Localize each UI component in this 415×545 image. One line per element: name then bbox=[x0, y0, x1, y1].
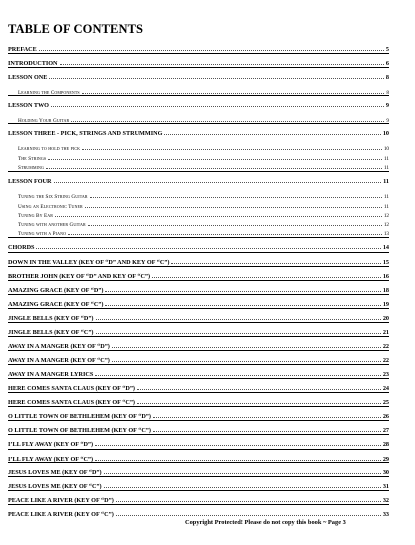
toc-entry-label: JESUS LOVES ME (KEY OF “D”) bbox=[8, 468, 102, 476]
dot-leader bbox=[153, 431, 381, 432]
section-divider bbox=[8, 123, 389, 124]
toc-entry-label: AWAY IN A MANGER (KEY OF “C”) bbox=[8, 356, 110, 364]
toc-entry[interactable] bbox=[8, 423, 389, 434]
toc-entry[interactable] bbox=[8, 493, 389, 504]
toc-page-number: 31 bbox=[382, 482, 389, 490]
toc-entry[interactable] bbox=[8, 283, 389, 294]
dot-leader bbox=[95, 460, 381, 461]
toc-entry-label: JINGLE BELLS (KEY OF “D”) bbox=[8, 314, 94, 322]
toc-page-number: 23 bbox=[382, 370, 389, 378]
section-divider bbox=[8, 449, 389, 450]
toc-entry-label: DOWN IN THE VALLEY (KEY OF “D” AND KEY OF “C”) bbox=[8, 258, 170, 266]
dot-leader bbox=[82, 149, 382, 150]
toc-subentry[interactable] bbox=[18, 160, 389, 171]
dot-leader bbox=[164, 134, 380, 135]
toc-entry-label: AMAZING GRACE (KEY OF “D”) bbox=[8, 286, 104, 294]
dot-leader bbox=[96, 333, 381, 334]
toc-page-number: 14 bbox=[382, 243, 389, 251]
section-divider bbox=[8, 490, 389, 491]
toc-page-number: 22 bbox=[382, 356, 389, 364]
toc-entry-label: O LITTLE TOWN OF BETHLEHEM (KEY OF “D”) bbox=[8, 412, 151, 420]
toc-entry-label: Holding Your Guitar bbox=[18, 117, 70, 124]
toc-page-number: 11 bbox=[384, 203, 389, 210]
toc-page-number: 19 bbox=[382, 300, 389, 308]
toc-entry-label: HERE COMES SANTA CLAUS (KEY OF “C”) bbox=[8, 398, 135, 406]
toc-page-number: 12 bbox=[383, 221, 389, 228]
toc-entry[interactable] bbox=[8, 126, 389, 137]
toc-page-number: 6 bbox=[385, 59, 389, 67]
toc-entry[interactable] bbox=[8, 325, 389, 336]
toc-entry[interactable] bbox=[8, 56, 389, 67]
toc-entry-label: BROTHER JOHN (KEY OF “D” AND KEY OF “C”) bbox=[8, 272, 151, 280]
section-divider bbox=[8, 350, 389, 351]
toc-entry-label: AWAY IN A MANGER (KEY OF “D”) bbox=[8, 342, 110, 350]
section-divider bbox=[8, 280, 389, 281]
toc-page-number: 26 bbox=[382, 412, 389, 420]
toc-entry-label: The Strings bbox=[18, 155, 47, 162]
toc-entry[interactable] bbox=[8, 70, 389, 81]
toc-page-number: 30 bbox=[382, 468, 389, 476]
page-title: TABLE OF CONTENTS bbox=[8, 22, 144, 36]
section-divider bbox=[8, 67, 389, 68]
toc-entry-label: Learning the Components bbox=[18, 89, 80, 96]
dot-leader bbox=[112, 361, 381, 362]
toc-entry[interactable] bbox=[8, 311, 389, 322]
toc-entry-label: LESSON ONE bbox=[8, 73, 48, 81]
section-divider bbox=[8, 462, 389, 463]
toc-entry-label: LESSON THREE - PICK, STRINGS AND STRUMMING bbox=[8, 129, 163, 137]
dot-leader bbox=[171, 263, 380, 264]
dot-leader bbox=[153, 417, 381, 418]
toc-page-number: 8 bbox=[386, 89, 389, 96]
toc-entry-label: LESSON TWO bbox=[8, 101, 49, 109]
toc-entry[interactable] bbox=[8, 409, 389, 420]
toc-entry-label: HERE COMES SANTA CLAUS (KEY OF “D”) bbox=[8, 384, 135, 392]
toc-page-number: 21 bbox=[382, 328, 389, 336]
section-divider bbox=[8, 53, 389, 54]
toc-entry-label: CHORDS bbox=[8, 243, 35, 251]
toc-page-number: 25 bbox=[382, 398, 389, 406]
page-footer: Copyright Protected! Please do not copy this book ~ Page 3 bbox=[185, 519, 346, 526]
toc-entry-label: Using an Electronic Tuner bbox=[18, 203, 83, 210]
toc-page-number: 24 bbox=[382, 384, 389, 392]
dot-leader bbox=[71, 121, 384, 122]
toc-entry[interactable] bbox=[8, 98, 389, 109]
section-divider bbox=[8, 95, 389, 96]
dot-leader bbox=[104, 487, 381, 488]
section-divider bbox=[8, 364, 389, 365]
toc-entry[interactable] bbox=[8, 437, 389, 448]
dot-leader bbox=[96, 319, 381, 320]
toc-entry-label: LESSON FOUR bbox=[8, 177, 52, 185]
dot-leader bbox=[95, 375, 381, 376]
section-divider bbox=[8, 308, 389, 309]
dot-leader bbox=[68, 234, 382, 235]
toc-page-number: 32 bbox=[382, 496, 389, 504]
toc-page-number: 18 bbox=[382, 286, 389, 294]
toc-page-number: 28 bbox=[382, 440, 389, 448]
toc-page-number: 29 bbox=[382, 455, 389, 463]
toc-entry[interactable] bbox=[8, 255, 389, 266]
toc-page-number: 22 bbox=[382, 342, 389, 350]
toc-entry[interactable] bbox=[8, 42, 389, 53]
section-divider bbox=[8, 476, 389, 477]
toc-page-number: 5 bbox=[385, 45, 389, 53]
toc-entry-label: Strumming bbox=[18, 164, 45, 171]
toc-entry-label: Tuning with a Piano bbox=[18, 230, 67, 237]
toc-entry-label: JINGLE BELLS (KEY OF “C”) bbox=[8, 328, 94, 336]
dot-leader bbox=[116, 515, 381, 516]
toc-entry[interactable] bbox=[8, 353, 389, 364]
toc-page-number: 11 bbox=[384, 193, 389, 200]
section-divider bbox=[8, 504, 389, 505]
toc-page-number: 16 bbox=[382, 272, 389, 280]
toc-entry[interactable] bbox=[8, 339, 389, 350]
dot-leader bbox=[104, 473, 381, 474]
toc-entry-label: Tuning the Six String Guitar bbox=[18, 193, 88, 200]
toc-page-number: 8 bbox=[385, 73, 389, 81]
toc-entry-label: I’LL FLY AWAY (KEY OF “C”) bbox=[8, 455, 94, 463]
toc-entry-label: O LITTLE TOWN OF BETHLEHEM (KEY OF “C”) bbox=[8, 426, 151, 434]
section-divider bbox=[8, 322, 389, 323]
dot-leader bbox=[95, 445, 381, 446]
toc-entry-label: PREFACE bbox=[8, 45, 37, 53]
toc-entry-label: AMAZING GRACE (KEY OF “C”) bbox=[8, 300, 104, 308]
toc-page-number: 15 bbox=[382, 258, 389, 266]
toc-entry[interactable] bbox=[8, 395, 389, 406]
dot-leader bbox=[137, 389, 381, 390]
toc-page-number: 9 bbox=[386, 117, 389, 124]
section-divider bbox=[8, 406, 389, 407]
dot-leader bbox=[105, 305, 380, 306]
dot-leader bbox=[105, 291, 380, 292]
section-divider bbox=[8, 434, 389, 435]
dot-leader bbox=[46, 168, 382, 169]
section-divider bbox=[8, 266, 389, 267]
toc-page-number: 11 bbox=[384, 164, 389, 171]
toc-page-number: 20 bbox=[382, 314, 389, 322]
toc-entry[interactable] bbox=[8, 507, 389, 518]
dot-leader bbox=[116, 501, 381, 502]
toc-page-number: 9 bbox=[385, 101, 389, 109]
section-divider bbox=[8, 378, 389, 379]
section-divider bbox=[8, 237, 389, 238]
toc-entry-label: JESUS LOVES ME (KEY OF “C”) bbox=[8, 482, 102, 490]
toc-page-number: 12 bbox=[383, 212, 389, 219]
toc-entry-label: PEACE LIKE A RIVER (KEY OF “C”) bbox=[8, 510, 114, 518]
dot-leader bbox=[54, 182, 382, 183]
section-divider bbox=[8, 420, 389, 421]
toc-page-number: 11 bbox=[383, 177, 389, 185]
toc-entry[interactable] bbox=[8, 381, 389, 392]
toc-entry-label: Tuning By Ear bbox=[18, 212, 54, 219]
section-divider bbox=[8, 392, 389, 393]
section-divider bbox=[8, 171, 389, 172]
dot-leader bbox=[39, 50, 384, 51]
toc-page-number: 27 bbox=[382, 426, 389, 434]
toc-entry[interactable] bbox=[8, 479, 389, 490]
toc-entry-label: I’LL FLY AWAY (KEY OF “D”) bbox=[8, 440, 94, 448]
toc-entry-label: Tuning with another Guitar bbox=[18, 221, 86, 228]
dot-leader bbox=[90, 197, 382, 198]
toc-entry-label: PEACE LIKE A RIVER (KEY OF “D”) bbox=[8, 496, 114, 504]
dot-leader bbox=[112, 347, 381, 348]
toc-page-number: 10 bbox=[382, 129, 389, 137]
section-divider bbox=[8, 336, 389, 337]
toc-entry-label: Learning to hold the pick bbox=[18, 145, 81, 152]
dot-leader bbox=[152, 277, 381, 278]
dot-leader bbox=[36, 248, 380, 249]
toc-page-number: 13 bbox=[383, 230, 389, 237]
dot-leader bbox=[137, 403, 381, 404]
toc-subentry[interactable] bbox=[18, 226, 389, 237]
toc-entry[interactable] bbox=[8, 269, 389, 280]
section-divider bbox=[8, 294, 389, 295]
dot-leader bbox=[60, 64, 384, 65]
toc-page-number: 33 bbox=[382, 510, 389, 518]
toc-entry[interactable] bbox=[8, 367, 389, 378]
dot-leader bbox=[51, 106, 384, 107]
toc-entry[interactable] bbox=[8, 174, 389, 185]
toc-entry[interactable] bbox=[8, 240, 389, 251]
toc-entry-label: INTRODUCTION bbox=[8, 59, 58, 67]
toc-entry-label: AWAY IN A MANGER LYRICS bbox=[8, 370, 94, 378]
toc-page-number: 10 bbox=[383, 145, 389, 152]
toc-page-number: 11 bbox=[384, 155, 389, 162]
dot-leader bbox=[82, 93, 385, 94]
dot-leader bbox=[49, 78, 384, 79]
toc-entry[interactable] bbox=[8, 297, 389, 308]
section-divider bbox=[8, 252, 389, 253]
toc-entry[interactable] bbox=[8, 465, 389, 476]
